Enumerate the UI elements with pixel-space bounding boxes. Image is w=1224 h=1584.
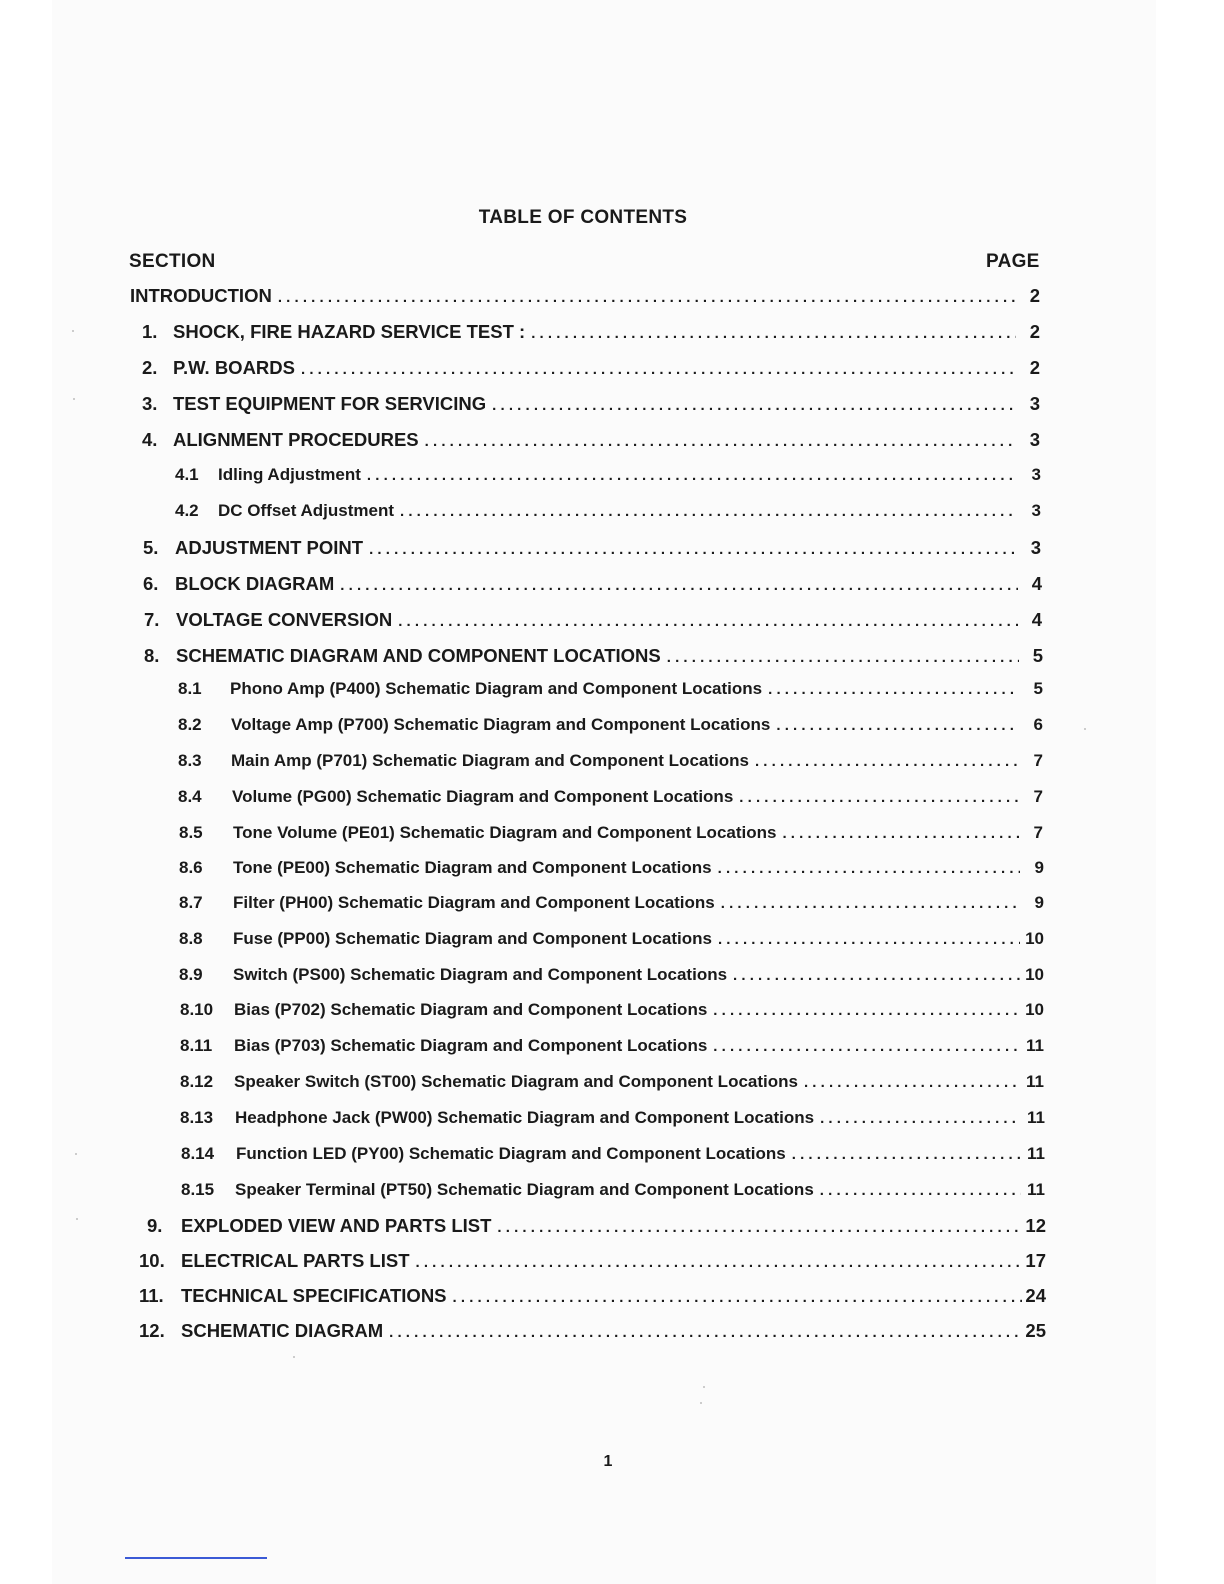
toc-entry-number: 8.2 (178, 715, 202, 734)
toc-entry-number: 8.6 (179, 858, 203, 877)
toc-entry-label: ADJUSTMENT POINT (175, 537, 364, 558)
toc-entry (179, 965, 1044, 991)
toc-entry-number: 8.4 (178, 787, 202, 806)
toc-leader-dots (340, 577, 1018, 594)
scan-speck (76, 1218, 78, 1220)
toc-entry-label: ELECTRICAL PARTS LIST (181, 1250, 410, 1271)
toc-entry-page: 5 (1032, 645, 1043, 666)
toc-entry (178, 679, 1043, 705)
toc-entry-page: 2 (1029, 285, 1040, 306)
toc-entry-page: 10 (1025, 1000, 1044, 1019)
toc-leader-dots (733, 967, 1020, 984)
toc-entry-label: Tone (PE00) Schematic Diagram and Component Locations (233, 858, 712, 877)
toc-entry-number: 8.5 (179, 823, 203, 842)
toc-entry-number: 8.9 (179, 965, 203, 984)
toc-entry-number: 8.3 (178, 751, 202, 770)
toc-entry-label: BLOCK DIAGRAM (175, 573, 335, 594)
scan-speck (75, 1153, 77, 1155)
toc-entry-label: DC Offset Adjustment (218, 501, 394, 520)
toc-entry (144, 645, 1043, 671)
toc-leader-dots (782, 825, 1019, 842)
toc-entry-page: 11 (1026, 1072, 1044, 1091)
toc-entry-label: Idling Adjustment (218, 465, 361, 484)
toc-entry-number: 11. (139, 1285, 164, 1306)
toc-entry-page: 7 (1033, 751, 1043, 770)
toc-entry (143, 573, 1042, 599)
toc-entry-label: P.W. BOARDS (173, 357, 295, 378)
toc-entry-label: EXPLODED VIEW AND PARTS LIST (181, 1215, 492, 1236)
toc-entry (178, 751, 1043, 777)
toc-leader-dots (718, 931, 1020, 948)
toc-entry (139, 1285, 1046, 1311)
toc-leader-dots (531, 325, 1016, 342)
toc-entry-number: 8.11 (180, 1036, 213, 1055)
toc-entry (179, 929, 1044, 955)
scan-speck (72, 330, 74, 332)
toc-entry-number: 8.15 (181, 1180, 215, 1199)
toc-entry-page: 4 (1031, 573, 1042, 594)
toc-leader-dots (820, 1110, 1021, 1127)
toc-entry (142, 429, 1040, 455)
toc-entry-label: Bias (P703) Schematic Diagram and Component Locations (234, 1036, 708, 1055)
toc-leader-dots (367, 467, 1017, 484)
toc-entry-number: 6. (143, 573, 159, 594)
toc-entry-label: Speaker Switch (ST00) Schematic Diagram and Component Locations (234, 1072, 798, 1091)
toc-entry-label: TEST EQUIPMENT FOR SERVICING (173, 393, 487, 414)
toc-entry-number: 2. (142, 357, 158, 378)
toc-entry-page: 7 (1033, 787, 1043, 806)
toc-leader-dots (369, 541, 1017, 558)
toc-entry-number: 3. (142, 393, 158, 414)
toc-leader-dots (497, 1219, 1022, 1236)
toc-entry (175, 501, 1041, 527)
toc-entry-label: ALIGNMENT PROCEDURES (173, 429, 419, 450)
toc-entry-number: 8.8 (179, 929, 203, 948)
toc-entry-label: Main Amp (P701) Schematic Diagram and Component Locations (231, 751, 749, 770)
toc-entry-page: 9 (1034, 893, 1044, 912)
toc-entry-page: 7 (1033, 823, 1043, 842)
toc-leader-dots (400, 503, 1017, 520)
toc-entry-label: Volume (PG00) Schematic Diagram and Component Locations (232, 787, 734, 806)
toc-entry-label: Speaker Terminal (PT50) Schematic Diagram and Component Locations (235, 1180, 814, 1199)
toc-entry-page: 5 (1033, 679, 1043, 698)
toc-entry (179, 858, 1044, 884)
toc-leader-dots (755, 753, 1019, 770)
toc-entry-page: 3 (1029, 393, 1040, 414)
toc-entry (142, 357, 1040, 383)
toc-entry-page: 4 (1031, 609, 1042, 630)
toc-leader-dots (389, 1324, 1022, 1341)
toc-entry-label: Switch (PS00) Schematic Diagram and Component Locations (233, 965, 728, 984)
toc-entry-label: TECHNICAL SPECIFICATIONS (181, 1285, 447, 1306)
toc-entry-number: 10. (139, 1250, 165, 1271)
scan-speck (700, 1402, 702, 1404)
toc-entry-page: 11 (1026, 1036, 1044, 1055)
toc-entry-number: 12. (139, 1320, 165, 1341)
toc-entry (178, 715, 1043, 741)
toc-entry (143, 537, 1041, 563)
toc-entry (180, 1000, 1044, 1026)
toc-entry-page: 12 (1025, 1215, 1046, 1236)
toc-entry-label: INTRODUCTION (130, 285, 272, 306)
toc-entry-number: 8.12 (180, 1072, 214, 1091)
toc-entry-label: Bias (P702) Schematic Diagram and Component Locations (234, 1000, 708, 1019)
toc-entry (180, 1072, 1044, 1098)
toc-entry-label: Voltage Amp (P700) Schematic Diagram and Component Locations (231, 715, 771, 734)
toc-entry-page: 11 (1027, 1108, 1045, 1127)
toc-leader-dots (713, 1002, 1020, 1019)
toc-leader-dots (301, 361, 1016, 378)
toc-leader-dots (398, 613, 1018, 630)
toc-entry-label: Tone Volume (PE01) Schematic Diagram and Component Locations (233, 823, 777, 842)
toc-entry-label: SHOCK, FIRE HAZARD SERVICE TEST : (173, 321, 526, 342)
toc-entry-number: 8.1 (178, 679, 202, 698)
toc-entry-label: Headphone Jack (PW00) Schematic Diagram and Component Locations (235, 1108, 815, 1127)
page-column-header: PAGE (986, 251, 1040, 272)
toc-entry-label: SCHEMATIC DIAGRAM AND COMPONENT LOCATIONS (176, 645, 661, 666)
scan-speck (293, 1356, 295, 1358)
toc-leader-dots (804, 1074, 1020, 1091)
toc-entry-label: Fuse (PP00) Schematic Diagram and Component Locations (233, 929, 712, 948)
toc-entry-page: 10 (1025, 929, 1044, 948)
toc-entry (144, 609, 1042, 635)
toc-entry-number: 4. (142, 429, 158, 450)
toc-entry (179, 823, 1043, 849)
toc-entry-page: 25 (1025, 1320, 1046, 1341)
toc-entry-page: 11 (1027, 1180, 1045, 1199)
toc-leader-dots (492, 397, 1016, 414)
toc-entry-label: Filter (PH00) Schematic Diagram and Component Locations (233, 893, 715, 912)
toc-entry-page: 3 (1031, 501, 1041, 520)
toc-entry-number: 8.10 (180, 1000, 214, 1019)
toc-entry (142, 393, 1040, 419)
scan-speck (73, 398, 75, 400)
toc-leader-dots (416, 1254, 1022, 1271)
toc-entry-page: 11 (1027, 1144, 1045, 1163)
scan-speck (1084, 728, 1086, 730)
scan-speck (703, 1386, 705, 1388)
toc-leader-dots (820, 1182, 1021, 1199)
toc-entry (181, 1180, 1045, 1206)
toc-leader-dots (776, 717, 1019, 734)
toc-entry-label: Function LED (PY00) Schematic Diagram and Component Locations (236, 1144, 786, 1163)
toc-entry (179, 893, 1044, 919)
toc-leader-dots (667, 649, 1019, 666)
toc-entry (175, 465, 1041, 491)
toc-entry (180, 1036, 1044, 1062)
toc-leader-dots (718, 860, 1020, 877)
toc-entry (181, 1144, 1045, 1170)
toc-leader-dots (713, 1038, 1020, 1055)
toc-entry-number: 4.2 (175, 501, 199, 520)
toc-entry-label: Phono Amp (P400) Schematic Diagram and Component Locations (230, 679, 763, 698)
toc-entry (139, 1250, 1046, 1276)
toc-entry-page: 17 (1025, 1250, 1046, 1271)
toc-leader-dots (721, 895, 1020, 912)
toc-leader-dots (278, 289, 1016, 306)
page-title: TABLE OF CONTENTS (478, 207, 688, 228)
toc-entry-number: 7. (144, 609, 160, 630)
toc-entry-number: 8.13 (180, 1108, 214, 1127)
toc-entry (139, 1320, 1046, 1346)
toc-entry-label: VOLTAGE CONVERSION (176, 609, 393, 630)
toc-entry-number: 8.14 (181, 1144, 215, 1163)
toc-leader-dots (739, 789, 1019, 806)
toc-entry (178, 787, 1043, 813)
scan-edge-line (125, 1557, 267, 1559)
toc-entry-page: 3 (1031, 465, 1041, 484)
toc-entry (142, 321, 1040, 347)
toc-entry (130, 285, 1040, 311)
toc-entry (180, 1108, 1045, 1134)
toc-entry-page: 3 (1029, 429, 1040, 450)
section-column-header: SECTION (129, 251, 216, 272)
toc-entry (147, 1215, 1046, 1241)
toc-entry-page: 2 (1029, 357, 1040, 378)
toc-entry-page: 3 (1030, 537, 1041, 558)
toc-entry-number: 4.1 (175, 465, 199, 484)
toc-leader-dots (453, 1289, 1022, 1306)
toc-entry-number: 9. (147, 1215, 163, 1236)
toc-entry-page: 10 (1025, 965, 1044, 984)
toc-leader-dots (425, 433, 1016, 450)
toc-leader-dots (768, 681, 1019, 698)
toc-leader-dots (792, 1146, 1021, 1163)
toc-entry-label: SCHEMATIC DIAGRAM (181, 1320, 384, 1341)
page-number: 1 (603, 1453, 613, 1470)
toc-entry-number: 1. (142, 321, 158, 342)
toc-entry-number: 8.7 (179, 893, 203, 912)
toc-entry-page: 24 (1025, 1285, 1046, 1306)
toc-entry-number: 5. (143, 537, 159, 558)
toc-entry-page: 9 (1034, 858, 1044, 877)
toc-entry-page: 2 (1029, 321, 1040, 342)
toc-entry-number: 8. (144, 645, 160, 666)
toc-entry-page: 6 (1033, 715, 1043, 734)
